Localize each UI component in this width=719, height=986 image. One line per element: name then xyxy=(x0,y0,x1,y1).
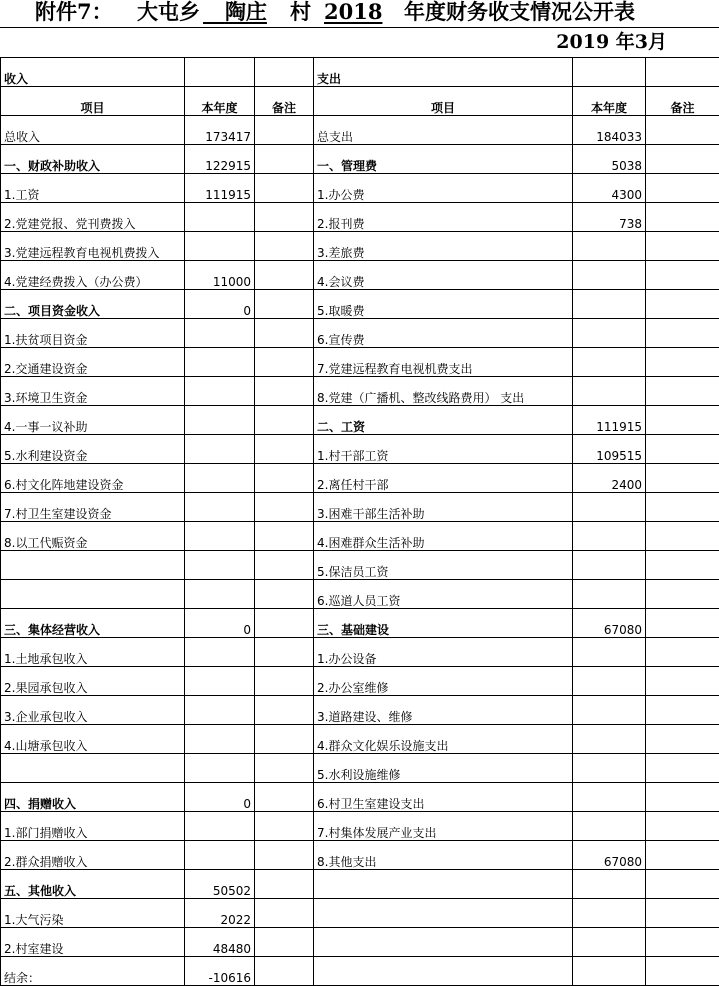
expense-item-cell: 8.其他支出 xyxy=(314,841,573,870)
income-note-cell xyxy=(255,696,314,725)
income-note-cell xyxy=(255,580,314,609)
table-row xyxy=(1,696,719,725)
income-item-cell xyxy=(1,580,185,609)
expense-note-cell xyxy=(646,261,719,290)
expense-amount-cell: 2400 xyxy=(573,464,646,493)
expense-amount-cell xyxy=(573,551,646,580)
expense-note-cell xyxy=(646,580,719,609)
income-note-cell xyxy=(255,464,314,493)
income-amount-cell xyxy=(185,203,255,232)
income-item-cell: 1.扶贫项目资金 xyxy=(1,319,185,348)
expense-amount-cell xyxy=(573,928,646,957)
income-note-cell xyxy=(255,145,314,174)
income-item-cell: 总收入 xyxy=(1,116,185,145)
attachment-label: 附件7： xyxy=(35,0,113,25)
expense-amount-cell xyxy=(573,870,646,899)
expense-note-cell xyxy=(646,406,719,435)
income-amount-cell xyxy=(185,232,255,261)
table-row xyxy=(1,841,719,870)
expense-item-cell: 5.保洁员工资 xyxy=(314,551,573,580)
expense-amount-cell xyxy=(573,261,646,290)
income-note-cell xyxy=(255,812,314,841)
expense-note-cell xyxy=(646,870,719,899)
income-note-cell xyxy=(255,174,314,203)
expense-item-cell xyxy=(314,928,573,957)
expense-item-cell: 3.道路建设、维修 xyxy=(314,696,573,725)
expense-amount-cell xyxy=(573,319,646,348)
table-row xyxy=(1,493,719,522)
expense-note-cell xyxy=(646,667,719,696)
income-note-cell xyxy=(255,754,314,783)
income-note-cell xyxy=(255,638,314,667)
income-note-cell xyxy=(255,783,314,812)
table-row xyxy=(1,580,719,609)
expense-item-cell: 一、管理费 xyxy=(314,145,573,174)
income-note-cell xyxy=(255,551,314,580)
expense-amount-cell xyxy=(573,899,646,928)
income-amount-cell xyxy=(185,406,255,435)
income-note-header: 备注 xyxy=(255,87,314,116)
income-note-cell xyxy=(255,522,314,551)
expense-amount-cell xyxy=(573,783,646,812)
income-amount-cell xyxy=(185,493,255,522)
expense-item-cell: 4.群众文化娱乐设施支出 xyxy=(314,725,573,754)
title-row xyxy=(0,0,719,26)
table-row xyxy=(1,406,719,435)
expense-amount-cell xyxy=(573,290,646,319)
income-item-cell: 三、集体经营收入 xyxy=(1,609,185,638)
income-note-cell xyxy=(255,348,314,377)
expense-item-cell xyxy=(314,899,573,928)
expense-item-cell: 2.办公室维修 xyxy=(314,667,573,696)
income-amount-cell: 0 xyxy=(185,609,255,638)
income-note-cell xyxy=(255,203,314,232)
income-item-cell: 5.水利建设资金 xyxy=(1,435,185,464)
income-note-cell xyxy=(255,290,314,319)
expense-note-header: 备注 xyxy=(646,87,719,116)
income-amount-cell xyxy=(185,551,255,580)
income-amount-cell: 0 xyxy=(185,783,255,812)
table-row xyxy=(1,928,719,957)
expense-item-cell xyxy=(314,870,573,899)
income-item-cell: 结余： xyxy=(1,957,185,986)
expense-amount-cell: 109515 xyxy=(573,435,646,464)
income-amount-cell xyxy=(185,464,255,493)
expense-note-cell xyxy=(646,899,719,928)
expense-amount-cell xyxy=(573,377,646,406)
expense-item-cell: 二、工资 xyxy=(314,406,573,435)
income-note-cell xyxy=(255,899,314,928)
table-row xyxy=(1,783,719,812)
income-note-cell xyxy=(255,841,314,870)
expense-note-cell xyxy=(646,957,719,986)
township-name: 大屯乡 xyxy=(137,0,200,25)
income-item-cell: 1.部门捐赠收入 xyxy=(1,812,185,841)
table-row xyxy=(1,609,719,638)
table-row xyxy=(1,203,719,232)
expense-note-cell xyxy=(646,348,719,377)
expense-section-spacer xyxy=(573,58,646,87)
income-note-cell xyxy=(255,928,314,957)
income-amount-cell: 111915 xyxy=(185,174,255,203)
table-row xyxy=(1,348,719,377)
expense-note-cell xyxy=(646,116,719,145)
expense-amount-cell xyxy=(573,725,646,754)
expense-item-cell: 4.会议费 xyxy=(314,261,573,290)
income-amount-cell xyxy=(185,580,255,609)
village-name-blank xyxy=(203,0,267,25)
table-row xyxy=(1,464,719,493)
expense-item-cell: 1.村干部工资 xyxy=(314,435,573,464)
table-row xyxy=(1,261,719,290)
expense-note-cell xyxy=(646,783,719,812)
table-row xyxy=(1,638,719,667)
expense-amount-cell: 184033 xyxy=(573,116,646,145)
expense-amount-cell xyxy=(573,812,646,841)
expense-amount-cell xyxy=(573,638,646,667)
income-note-cell xyxy=(255,232,314,261)
expense-item-cell: 6.巡道人员工资 xyxy=(314,580,573,609)
expense-item-cell: 总支出 xyxy=(314,116,573,145)
income-amount-cell: 2022 xyxy=(185,899,255,928)
expense-note-cell xyxy=(646,928,719,957)
expense-amount-cell: 5038 xyxy=(573,145,646,174)
expense-amount-cell xyxy=(573,493,646,522)
income-section-label: 收入 xyxy=(1,58,185,87)
expense-amount-cell: 4300 xyxy=(573,174,646,203)
expense-item-cell: 3.困难干部生活补助 xyxy=(314,493,573,522)
income-amount-cell: 122915 xyxy=(185,145,255,174)
income-section-spacer xyxy=(255,58,314,87)
section-row xyxy=(1,58,719,87)
income-item-cell: 2.交通建设资金 xyxy=(1,348,185,377)
table-row xyxy=(1,754,719,783)
income-amount-cell xyxy=(185,667,255,696)
expense-note-cell xyxy=(646,145,719,174)
expense-amount-cell xyxy=(573,580,646,609)
income-item-cell xyxy=(1,551,185,580)
expense-item-cell: 7.党建远程教育电视机费支出 xyxy=(314,348,573,377)
income-item-cell: 4.山塘承包收入 xyxy=(1,725,185,754)
table-row xyxy=(1,725,719,754)
expense-item-cell xyxy=(314,957,573,986)
expense-note-cell xyxy=(646,290,719,319)
table-row xyxy=(1,812,719,841)
expense-note-cell xyxy=(646,812,719,841)
report-date: 2019 年3月 xyxy=(556,30,667,54)
income-item-cell xyxy=(1,754,185,783)
date-row xyxy=(0,27,719,57)
income-amount-cell xyxy=(185,841,255,870)
expense-item-header: 项目 xyxy=(314,87,573,116)
table-row xyxy=(1,319,719,348)
expense-item-cell: 5.水利设施维修 xyxy=(314,754,573,783)
income-amount-cell: 48480 xyxy=(185,928,255,957)
expense-note-cell xyxy=(646,551,719,580)
ledger-table xyxy=(0,57,719,986)
expense-section-label: 支出 xyxy=(314,58,573,87)
expense-note-cell xyxy=(646,377,719,406)
income-item-cell: 6.村文化阵地建设资金 xyxy=(1,464,185,493)
expense-item-cell: 3.差旅费 xyxy=(314,232,573,261)
income-note-cell xyxy=(255,406,314,435)
income-amount-cell xyxy=(185,638,255,667)
income-amount-cell xyxy=(185,522,255,551)
table-row xyxy=(1,522,719,551)
expense-section-spacer xyxy=(646,58,719,87)
income-note-cell xyxy=(255,319,314,348)
income-item-cell: 4.一事一议补助 xyxy=(1,406,185,435)
expense-note-cell xyxy=(646,232,719,261)
expense-note-cell xyxy=(646,696,719,725)
expense-amount-cell: 67080 xyxy=(573,609,646,638)
income-amount-cell xyxy=(185,348,255,377)
expense-note-cell xyxy=(646,725,719,754)
income-amount-cell xyxy=(185,725,255,754)
income-item-cell: 8.以工代赈资金 xyxy=(1,522,185,551)
income-amount-cell xyxy=(185,696,255,725)
income-item-cell: 7.村卫生室建设资金 xyxy=(1,493,185,522)
income-item-cell: 2.党建党报、党刊费拨入 xyxy=(1,203,185,232)
income-item-cell: 3.党建远程教育电视机费拨入 xyxy=(1,232,185,261)
income-note-cell xyxy=(255,870,314,899)
income-note-cell xyxy=(255,957,314,986)
income-note-cell xyxy=(255,261,314,290)
expense-amount-cell xyxy=(573,696,646,725)
income-amount-cell: 0 xyxy=(185,290,255,319)
income-item-cell: 2.村室建设 xyxy=(1,928,185,957)
table-row xyxy=(1,377,719,406)
expense-amount-cell xyxy=(573,522,646,551)
income-item-cell: 1.土地承包收入 xyxy=(1,638,185,667)
table-row xyxy=(1,435,719,464)
title-suffix: 年度财务收支情况公开表 xyxy=(404,0,635,25)
expense-note-cell xyxy=(646,319,719,348)
table-row xyxy=(1,232,719,261)
expense-note-cell xyxy=(646,754,719,783)
expense-amount-cell: 111915 xyxy=(573,406,646,435)
income-amount-cell xyxy=(185,754,255,783)
income-item-cell: 2.果园承包收入 xyxy=(1,667,185,696)
table-row xyxy=(1,174,719,203)
expense-note-cell xyxy=(646,174,719,203)
expense-item-cell: 5.取暖费 xyxy=(314,290,573,319)
income-amount-cell xyxy=(185,319,255,348)
expense-amount-cell xyxy=(573,957,646,986)
table-row xyxy=(1,899,719,928)
expense-item-cell: 8.党建（广播机、整改线路费用） 支出 xyxy=(314,377,573,406)
expense-amount-cell xyxy=(573,754,646,783)
table-row xyxy=(1,145,719,174)
income-amount-cell: 173417 xyxy=(185,116,255,145)
income-note-cell xyxy=(255,377,314,406)
table-row xyxy=(1,957,719,986)
income-item-cell: 1.大气污染 xyxy=(1,899,185,928)
expense-note-cell xyxy=(646,638,719,667)
expense-note-cell xyxy=(646,493,719,522)
expense-note-cell xyxy=(646,435,719,464)
expense-item-cell: 7.村集体发展产业支出 xyxy=(314,812,573,841)
expense-amount-cell: 738 xyxy=(573,203,646,232)
expense-note-cell xyxy=(646,522,719,551)
expense-item-cell: 6.宣传费 xyxy=(314,319,573,348)
income-amount-cell: 11000 xyxy=(185,261,255,290)
expense-year-header: 本年度 xyxy=(573,87,646,116)
expense-item-cell: 1.办公费 xyxy=(314,174,573,203)
income-item-cell: 4.党建经费拨入（办公费） xyxy=(1,261,185,290)
income-note-cell xyxy=(255,435,314,464)
income-note-cell xyxy=(255,667,314,696)
income-year-header: 本年度 xyxy=(185,87,255,116)
income-amount-cell xyxy=(185,435,255,464)
village-name: 陶庄 xyxy=(225,0,267,24)
income-item-cell: 四、捐赠收入 xyxy=(1,783,185,812)
expense-amount-cell xyxy=(573,232,646,261)
village-suffix: 村 xyxy=(290,0,311,25)
income-item-cell: 1.工资 xyxy=(1,174,185,203)
income-amount-cell: -10616 xyxy=(185,957,255,986)
expense-item-cell: 2.离任村干部 xyxy=(314,464,573,493)
income-item-cell: 2.群众捐赠收入 xyxy=(1,841,185,870)
expense-item-cell: 6.村卫生室建设支出 xyxy=(314,783,573,812)
table-row xyxy=(1,667,719,696)
expense-note-cell xyxy=(646,203,719,232)
income-amount-cell xyxy=(185,377,255,406)
income-amount-cell xyxy=(185,812,255,841)
expense-item-cell: 三、基础建设 xyxy=(314,609,573,638)
expense-item-cell: 4.困难群众生活补助 xyxy=(314,522,573,551)
header-row xyxy=(1,87,719,116)
expense-note-cell xyxy=(646,841,719,870)
income-amount-cell: 50502 xyxy=(185,870,255,899)
table-row xyxy=(1,551,719,580)
income-item-header: 项目 xyxy=(1,87,185,116)
table-row xyxy=(1,116,719,145)
income-note-cell xyxy=(255,609,314,638)
income-item-cell: 一、财政补助收入 xyxy=(1,145,185,174)
income-item-cell: 3.环境卫生资金 xyxy=(1,377,185,406)
expense-item-cell: 1.办公设备 xyxy=(314,638,573,667)
expense-amount-cell: 67080 xyxy=(573,841,646,870)
report-year: 2018 xyxy=(324,0,382,25)
expense-amount-cell xyxy=(573,667,646,696)
income-note-cell xyxy=(255,116,314,145)
income-item-cell: 3.企业承包收入 xyxy=(1,696,185,725)
income-item-cell: 二、项目资金收入 xyxy=(1,290,185,319)
income-note-cell xyxy=(255,725,314,754)
table-row xyxy=(1,870,719,899)
expense-amount-cell xyxy=(573,348,646,377)
expense-note-cell xyxy=(646,609,719,638)
income-section-spacer xyxy=(185,58,255,87)
expense-item-cell: 2.报刊费 xyxy=(314,203,573,232)
expense-note-cell xyxy=(646,464,719,493)
table-row xyxy=(1,290,719,319)
income-item-cell: 五、其他收入 xyxy=(1,870,185,899)
income-note-cell xyxy=(255,493,314,522)
